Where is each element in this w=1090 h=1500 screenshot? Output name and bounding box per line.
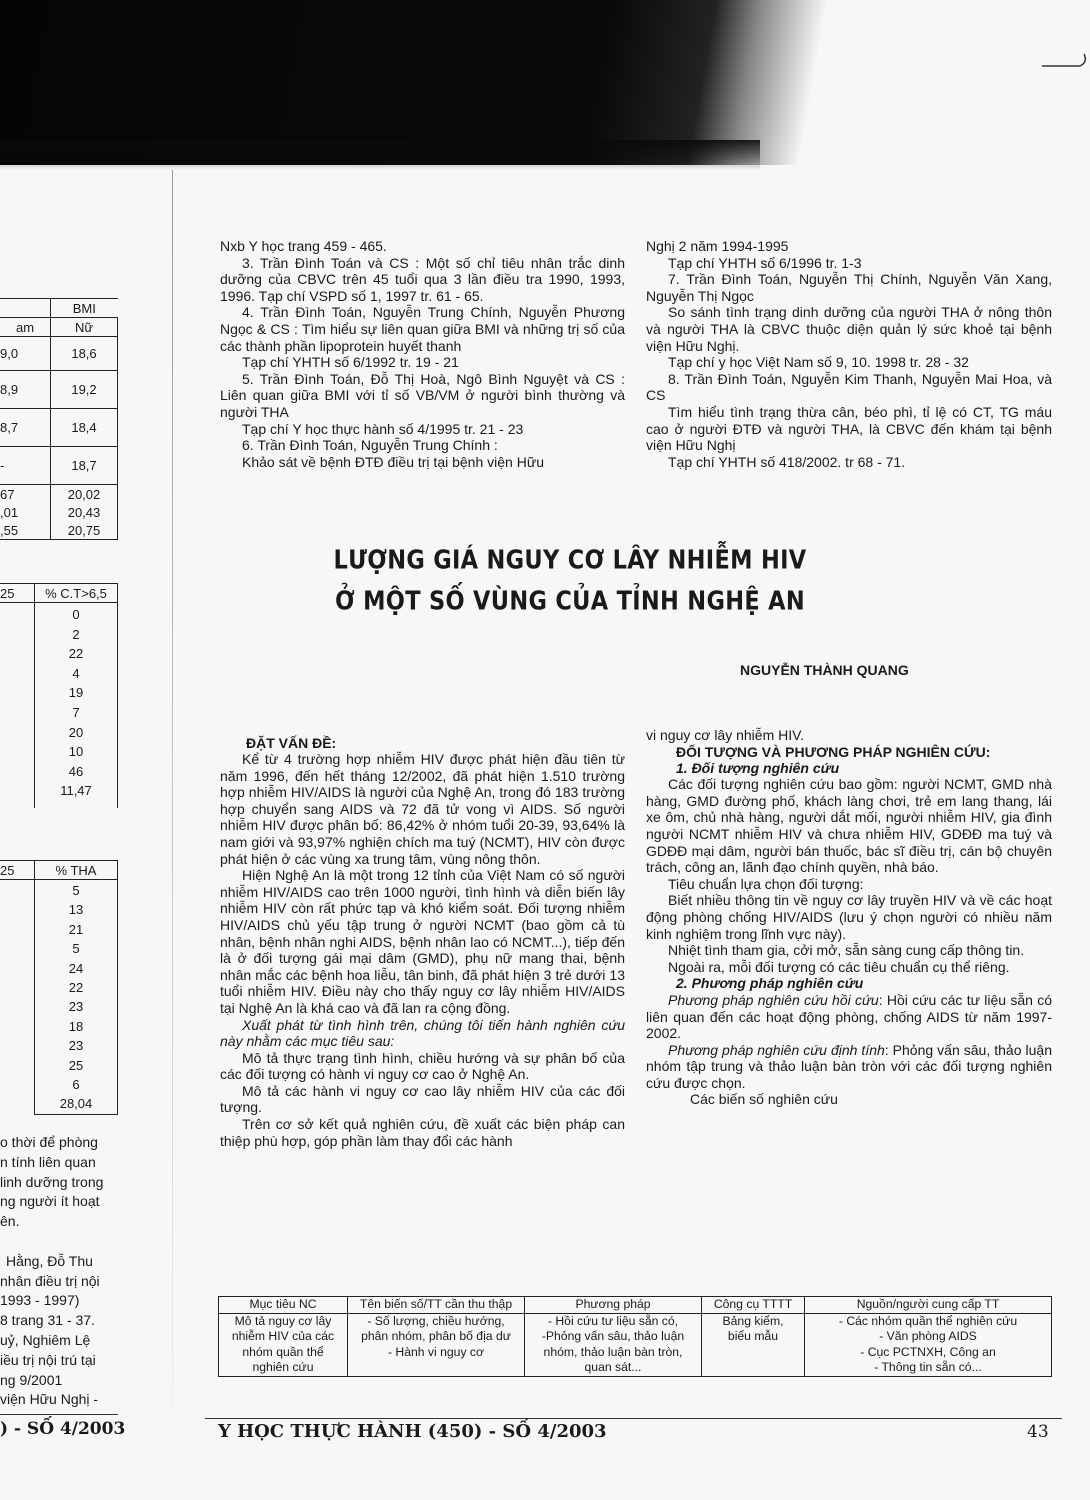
method-text: : Hồi cứu các tư liệu sẵn có liên quan đến các hoạt động phòng, chống AIDS từ năm 1997-2002. xyxy=(646,991,1052,1042)
cell-line: nhóm, thảo luận bàn tròn, xyxy=(543,1344,683,1359)
table-cell: 67 xyxy=(0,485,51,504)
table-header: Mục tiêu NC xyxy=(219,1297,348,1314)
text-line: viện Hữu Nghị - xyxy=(0,1391,99,1408)
text-line: 1993 - 1997) xyxy=(0,1292,80,1309)
footer-rule xyxy=(205,1418,1062,1419)
reference-item: Tạp chí YHTH số 418/2002. tr 68 - 71. xyxy=(668,453,906,470)
left-table-bmi xyxy=(0,298,118,540)
reference-item: Nghị 2 năm 1994-1995 xyxy=(646,238,789,254)
paragraph: Hiện Nghệ An là một trong 12 tỉnh của Việt Nam có số người nhiễm HIV/AIDS cao trên 1000 người, tình hình và diễn biến lây nhiễm HIV còn rất phức tạp và khó kiểm soát. Đối tượng nhiễm HIV/AIDS chủ yếu tập trung ở người NCMT (bao gồm cả tù nhân, bệnh nhân nghi AIDS, bệnh nhân lao có NCMT...), tiếp đến là ở đối tượng gái mại dâm (GMD), phụ nữ mang thai, bệnh nhân mắc các bệnh hoa liễu, tân binh, đã phát hiện 3 trẻ dưới 13 tuổi nhiễm HIV. Điều này cho thấy nguy cơ lây nhiễm HIV/AIDS tại Nghệ An là khá cao và đã lan ra cộng đồng. xyxy=(220,867,625,1016)
text-line: n tính liên quan xyxy=(0,1153,96,1170)
reference-item: 4. Trần Đình Toán, Nguyễn Trung Chính, Nguyễn Phương Ngọc & CS : Tìm hiểu sự liên quan giữa BMI và những trị số của các thành phần lipoprotein huyết thanh xyxy=(220,304,625,354)
table-cell: 19 xyxy=(68,685,84,701)
text-line: linh dưỡng trong xyxy=(0,1173,104,1190)
paragraph: Các đối tượng nghiên cứu bao gồm: người NCMT, GMD nhà hàng, GMD đường phố, khách làng chơi, trẻ em lang thang, lái xe ôm, chủ nhà hàng, người dắt mối, người nhiễm HIV, gia đình người NCMT nhiễm HIV và chưa nhiễm HIV, GDĐĐ ma tuý và GDĐĐ mại dâm, người bán thuốc, bác sĩ điều trị, cán bộ chuyên trách, công an, lãnh đạo chính quyền, nhà báo. xyxy=(646,776,1052,876)
table-cell: 4 xyxy=(72,665,80,681)
cell-line: - Văn phòng AIDS xyxy=(879,1329,977,1343)
table-header: 25 xyxy=(0,584,35,603)
cell-line: nhiễm HIV của các xyxy=(231,1329,335,1343)
text-line: ng người ít hoạt xyxy=(0,1193,100,1210)
table-cell: 25 xyxy=(68,1057,84,1073)
cell-line: nghiên cứu xyxy=(252,1360,314,1374)
reference-item: 6. Trần Đình Toán, Nguyễn Trung Chính : xyxy=(242,437,498,454)
reference-item: Khảo sát về bệnh ĐTĐ điều trị tại bệnh viện Hữu xyxy=(242,453,544,470)
paragraph xyxy=(646,1042,1052,1092)
table-cell: 8,9 xyxy=(0,371,51,409)
table-cell: 2 xyxy=(72,626,80,642)
reference-item: 3. Trần Đình Toán và CS : Một số chỉ tiêu nhân trắc dinh dưỡng của CBVC trên 45 tuổi qua 3 lần điều tra 1990, 1993, 1996. Tạp chí VSPD số 1, 1997 tr. 61 - 65. xyxy=(220,254,625,304)
table-cell: 5 xyxy=(72,941,80,957)
table-cell: 7 xyxy=(72,704,80,720)
table-cell: 22 xyxy=(68,646,84,662)
subsection-heading: 1. Đối tượng nghiên cứu xyxy=(676,759,840,776)
table-cell: 20 xyxy=(68,724,84,740)
reference-item: Tạp chí y học Việt Nam số 9, 10. 1998 tr. 28 - 32 xyxy=(668,354,969,371)
table-cell: 21 xyxy=(68,921,84,937)
paragraph: Tiêu chuẩn lựa chọn đối tượng: xyxy=(668,875,864,892)
cell-line: Mô tả nguy cơ lây xyxy=(234,1313,332,1328)
reference-item: 5. Trần Đình Toán, Đỗ Thị Hoà, Ngô Bình Nguyệt và CS : Liên quan giữa BMI với tỉ số VB/VM ở người bình thường và người THA xyxy=(220,370,625,420)
table-cell xyxy=(525,1313,702,1376)
text-line: ng 9/2001 xyxy=(0,1371,63,1388)
table-cell: 13 xyxy=(68,902,84,918)
paragraph: Trên cơ sở kết quả nghiên cứu, đề xuất các biện pháp can thiệp phù hợp, góp phần làm thay đổi các hành xyxy=(220,1116,625,1149)
table-cell: 6 xyxy=(72,1077,80,1093)
paragraph: vi nguy cơ lây nhiễm HIV. xyxy=(646,727,805,743)
paragraph: Ngoài ra, mỗi đối tượng có các tiêu chuẩn cụ thể riêng. xyxy=(668,958,1010,975)
table-cell: 11,47 xyxy=(60,783,92,799)
paragraph: Biết nhiều thông tin về nguy cơ lây truyền HIV và về các hoạt động phòng chống HIV/AIDS (lưu ý chọn người có nhiều năm kinh nghiệm trong lĩnh vực này). xyxy=(646,892,1052,942)
reference-item: Tìm hiểu tình trạng thừa cân, béo phì, tỉ lệ có CT, TG máu cao ở người ĐTĐ và người THA, là CBVC đến khám tại bệnh viện Hữu Nghị xyxy=(646,403,1052,454)
scan-mark-icon xyxy=(1040,40,1090,80)
reference-item: Tạp chí YHTH số 6/1996 tr. 1-3 xyxy=(668,254,862,271)
table-header: % C.T>6,5 xyxy=(35,584,118,603)
table-header: Công cụ TTTT xyxy=(702,1297,805,1314)
table-header-row xyxy=(219,1297,1052,1314)
method-label: Phương pháp nghiên cứu hồi cứu xyxy=(668,991,879,1008)
reference-item: 8. Trần Đình Toán, Nguyễn Kim Thanh, Nguyễn Mai Hoa, và CS xyxy=(646,370,1052,404)
text-line: Hằng, Đỗ Thu xyxy=(6,1252,93,1269)
text-line: 8 trang 31 - 37. xyxy=(0,1312,95,1329)
table-cell: 10 xyxy=(68,744,84,760)
left-strip-text xyxy=(0,1133,118,1410)
variables-table xyxy=(218,1296,1052,1377)
cell-line: - Cục PCTNXH, Công an xyxy=(860,1344,996,1359)
method-label: Phương pháp nghiên cứu định tính xyxy=(668,1041,885,1058)
article-title-line: LƯỢNG GIÁ NGUY CƠ LÂY NHIỄM HIV xyxy=(333,545,807,576)
left-table-tha xyxy=(0,860,118,1115)
table-cell xyxy=(348,1313,525,1376)
cell-line: biểu mẫu xyxy=(727,1329,779,1343)
table-header: Tên biến số/TT cần thu thập xyxy=(348,1297,525,1314)
text-line: ên. xyxy=(0,1213,20,1230)
reference-item: So sánh tình trạng dinh dưỡng của người THA ở nông thôn và người THA là CBVC thuộc diện quản lý sức khoẻ tại bệnh viện Hữu Nghị. xyxy=(646,304,1052,354)
left-table-ct xyxy=(0,583,118,808)
body-col2 xyxy=(646,727,1052,1108)
tha-values xyxy=(35,880,118,1115)
reference-item: Tạp chí Y học thực hành số 4/1995 tr. 21 - 23 xyxy=(242,420,524,437)
paragraph: Xuất phát từ tình hình trên, chúng tôi tiến hành nghiên cứu này nhằm các mục tiêu sau: xyxy=(220,1016,625,1050)
reference-item: Tạp chí YHTH số 6/1992 tr. 19 - 21 xyxy=(242,354,459,371)
table-cell: 20,75 xyxy=(51,521,118,540)
cell-line: Bảng kiểm, xyxy=(722,1313,784,1328)
text-line: nhân điều trị nội xyxy=(0,1272,100,1289)
ct-values xyxy=(35,603,118,809)
table-header: 25 xyxy=(0,861,35,880)
article-title-line: Ở MỘT SỐ VÙNG CỦA TỈNH NGHỆ AN xyxy=(335,586,805,617)
references-col1 xyxy=(220,238,625,470)
cell-line: phân nhóm, phân bố địa dư xyxy=(361,1329,511,1343)
table-row xyxy=(219,1313,1052,1376)
method-text: : Phỏng vấn sâu, thảo luận nhóm tập trung và thảo luận bàn tròn với các đối tượng nghiên cứu được chọn. xyxy=(646,1041,1052,1091)
scan-shadow-fade xyxy=(0,140,760,170)
subsection-heading: 2. Phương pháp nghiên cứu xyxy=(676,975,864,992)
table-header: BMI xyxy=(51,299,118,318)
cell-line: - Số lượng, chiều hướng, xyxy=(367,1313,505,1328)
cell-line: - Thông tin sẵn có... xyxy=(874,1360,982,1374)
table-header: % THA xyxy=(35,861,118,880)
cell-line: quan sát... xyxy=(584,1360,642,1374)
table-cell: 19,2 xyxy=(51,371,118,409)
table-cell: 23 xyxy=(68,999,84,1015)
table-cell: 24 xyxy=(68,960,84,976)
table-cell: 20,43 xyxy=(51,503,118,521)
table-cell: 28,04 xyxy=(59,1096,93,1112)
text-line: uỷ, Nghiêm Lệ xyxy=(0,1331,91,1348)
table-cell: ,55 xyxy=(0,521,51,540)
left-page-journal: ) - SỐ 4/2003 xyxy=(0,1419,126,1439)
paragraph xyxy=(646,992,1052,1042)
journal-name: Y HỌC THỰC HÀNH (450) - SỐ 4/2003 xyxy=(218,1421,607,1442)
table-cell: 8,7 xyxy=(0,409,51,447)
body-col1 xyxy=(220,735,625,1149)
table-cell: 18,7 xyxy=(51,447,118,485)
table-cell: 9,0 xyxy=(0,337,51,371)
page-number: 43 xyxy=(1027,1422,1049,1442)
table-cell: 0 xyxy=(72,607,80,622)
table-cell: 46 xyxy=(68,763,84,779)
section-heading: ĐẶT VẤN ĐỀ: xyxy=(246,735,337,751)
table-cell: - xyxy=(0,447,51,485)
reference-item: Nxb Y học trang 459 - 465. xyxy=(220,238,387,254)
cell-line: - Các nhóm quần thể nghiên cứu xyxy=(838,1313,1018,1328)
section-heading: ĐỐI TƯỢNG VÀ PHƯƠNG PHÁP NGHIÊN CỨU: xyxy=(676,743,991,760)
table-cell: 18 xyxy=(68,1018,84,1034)
left-footer-rule xyxy=(0,1414,118,1415)
table-cell: 22 xyxy=(68,980,84,996)
table-header: Phương pháp xyxy=(525,1297,702,1314)
page-gutter xyxy=(172,170,173,1410)
table-cell: 23 xyxy=(68,1038,84,1054)
article-title xyxy=(290,540,850,623)
paragraph: Nhiệt tình tham gia, cởi mở, sẵn sàng cung cấp thông tin. xyxy=(668,942,1025,959)
table-cell: 5 xyxy=(72,883,80,898)
paragraph: Các biến số nghiên cứu xyxy=(690,1091,838,1108)
paragraph: Kể từ 4 trường hợp nhiễm HIV được phát hiện đầu tiên từ năm 1996, đến hết tháng 12/2002, đã phát hiện 1.510 trường hợp nhiễm HIV/AIDS là người của Nghệ An, trong đó 183 trường hợp chuyển sang AIDS và 72 đã tử vong vì AIDS. Số người nhiễm HIV được phân bố: 86,42% ở nhóm tuổi 20-39, 93,64% là nam giới và 93,97% nghiện chích ma tuý (NCMT), HIV còn được phát hiện ở các vùng xa trung tâm, vùng nông thôn. xyxy=(220,751,625,867)
paragraph: Mô tả các hành vi nguy cơ cao lây nhiễm HIV của các đối tượng. xyxy=(220,1082,625,1116)
cell-line: - Hành vi nguy cơ xyxy=(387,1344,485,1359)
article-author: NGUYỄN THÀNH QUANG xyxy=(740,662,909,678)
table-cell xyxy=(805,1313,1052,1376)
reference-item: 7. Trần Đình Toán, Nguyễn Thị Chính, Nguyễn Văn Xang, Nguyễn Thị Ngọc xyxy=(646,271,1052,304)
table-header: Nữ xyxy=(51,318,118,337)
cell-line: nhóm quần thể xyxy=(242,1344,324,1359)
table-header: am xyxy=(0,318,51,337)
text-line: iều trị nội trú tại xyxy=(0,1351,96,1368)
table-header: Nguồn/người cung cấp TT xyxy=(805,1297,1052,1314)
table-cell: 18,4 xyxy=(51,409,118,447)
table-cell xyxy=(702,1313,805,1376)
table-cell: 20,02 xyxy=(51,485,118,504)
references-col2 xyxy=(646,238,1052,470)
table-cell: ,01 xyxy=(0,503,51,521)
cell-line: -Phỏng vấn sâu, thảo luận xyxy=(541,1329,685,1343)
table-cell xyxy=(219,1313,348,1376)
text-line: o thời để phòng xyxy=(0,1134,98,1150)
table-cell: 18,6 xyxy=(51,337,118,371)
paragraph: Mô tả thực trạng tình hình, chiều hướng và sự phân bố của các đối tượng có hành vi nguy cơ cao ở Nghệ An. xyxy=(220,1049,625,1083)
cell-line: - Hồi cứu tư liệu sẵn có, xyxy=(547,1313,679,1328)
